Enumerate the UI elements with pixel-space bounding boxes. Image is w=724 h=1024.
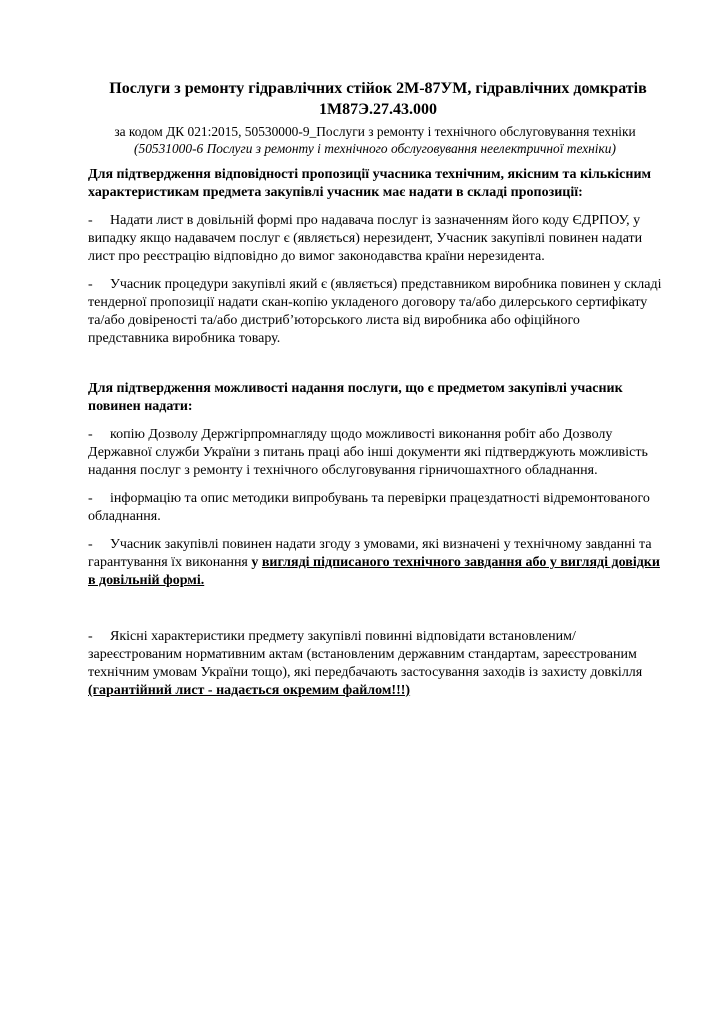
section-1-item-2-text: Учасник процедури закупівлі який є (являється) представником виробника повинен у складі тендерної пропозиції надати скан-копію укладеного договору та/або дилерського сертифікату та/або довіреності та/або дистриб’юторського листа від виробника або офіційного представника виробника товару.: [88, 277, 662, 346]
section-1-heading: Для підтвердження відповідності пропозиції учасника технічним, якісним та кількісним характеристикам предмета закупівлі учасник має надати в складі пропозиції:: [88, 167, 652, 200]
bullet-dash: -: [88, 629, 93, 644]
bullet-dash: -: [88, 537, 93, 552]
cpv-code-line: за кодом ДК 021:2015, 50530000-9_Послуги з ремонту і технічного обслуговування техніки: [114, 124, 636, 139]
section-3-item-underlined: (гарантійний лист - надається окремим файлом!!!): [88, 683, 411, 698]
section-2-item-3-bold: у: [251, 555, 259, 570]
section-2-item-1: [88, 426, 662, 480]
section-2-item-2: [88, 490, 662, 526]
bullet-dash: -: [88, 277, 93, 292]
section-2-item-1-text: копію Дозволу Держгірпромнагляду щодо можливості виконання робіт або Дозволу Державної служби України з питань праці або інші документи які підтверджують можливість надання послуг з ремонту і технічного обслуговування гірничошахтного обладнання.: [88, 427, 648, 478]
section-2-item-3: [88, 536, 662, 590]
title-line-1: Послуги з ремонту гідравлічних стійок 2М-87УМ, гідравлічних домкратів: [109, 80, 647, 97]
spacer: [88, 358, 662, 380]
section-2-heading: Для підтвердження можливості надання послуги, що є предметом закупівлі учасник повинен надати:: [88, 381, 623, 414]
spacer: [88, 600, 662, 628]
cpv-subcode-line: (50531000-6 Послуги з ремонту і технічного обслуговування неелектричної техніки): [134, 141, 616, 156]
title-line-2: 1М87Э.27.43.000: [319, 101, 437, 118]
section-2-item-3-underlined: вигляді підписаного технічного завдання або у вигляді довідки в довільній формі.: [88, 555, 660, 588]
section-1-item-1-text: Надати лист в довільній формі про надавача послуг із зазначенням його коду ЄДРПОУ, у випадку якщо надавачем послуг є (являється) нерезидент, Учасник закупівлі повинен надати лист про реєстрацію відповідно до вимог законодавства країни нерезидента.: [88, 213, 643, 264]
bullet-dash: -: [88, 491, 93, 506]
bullet-dash: -: [88, 427, 93, 442]
section-2-item-3-text: Учасник закупівлі повинен надати згоду з умовами, які визначені у технічному завданні та гарантування їх виконання: [88, 537, 652, 570]
section-1-item-1: [88, 212, 662, 266]
bullet-dash: -: [88, 213, 93, 228]
section-3-item: [88, 628, 662, 700]
document-title: [88, 78, 662, 120]
section-3-item-text: Якісні характеристики предмету закупівлі повинні відповідати встановленим/зареєстрованим нормативним актам (встановленим державним стандартам, зареєстрованим технічним умовам України тощо), які передбачають застосування заходів із захисту довкілля: [88, 629, 643, 680]
section-1-item-2: [88, 276, 662, 348]
section-2-item-2-text: інформацію та опис методики випробувань та перевірки працездатності відремонтованого обладнання.: [88, 491, 650, 524]
